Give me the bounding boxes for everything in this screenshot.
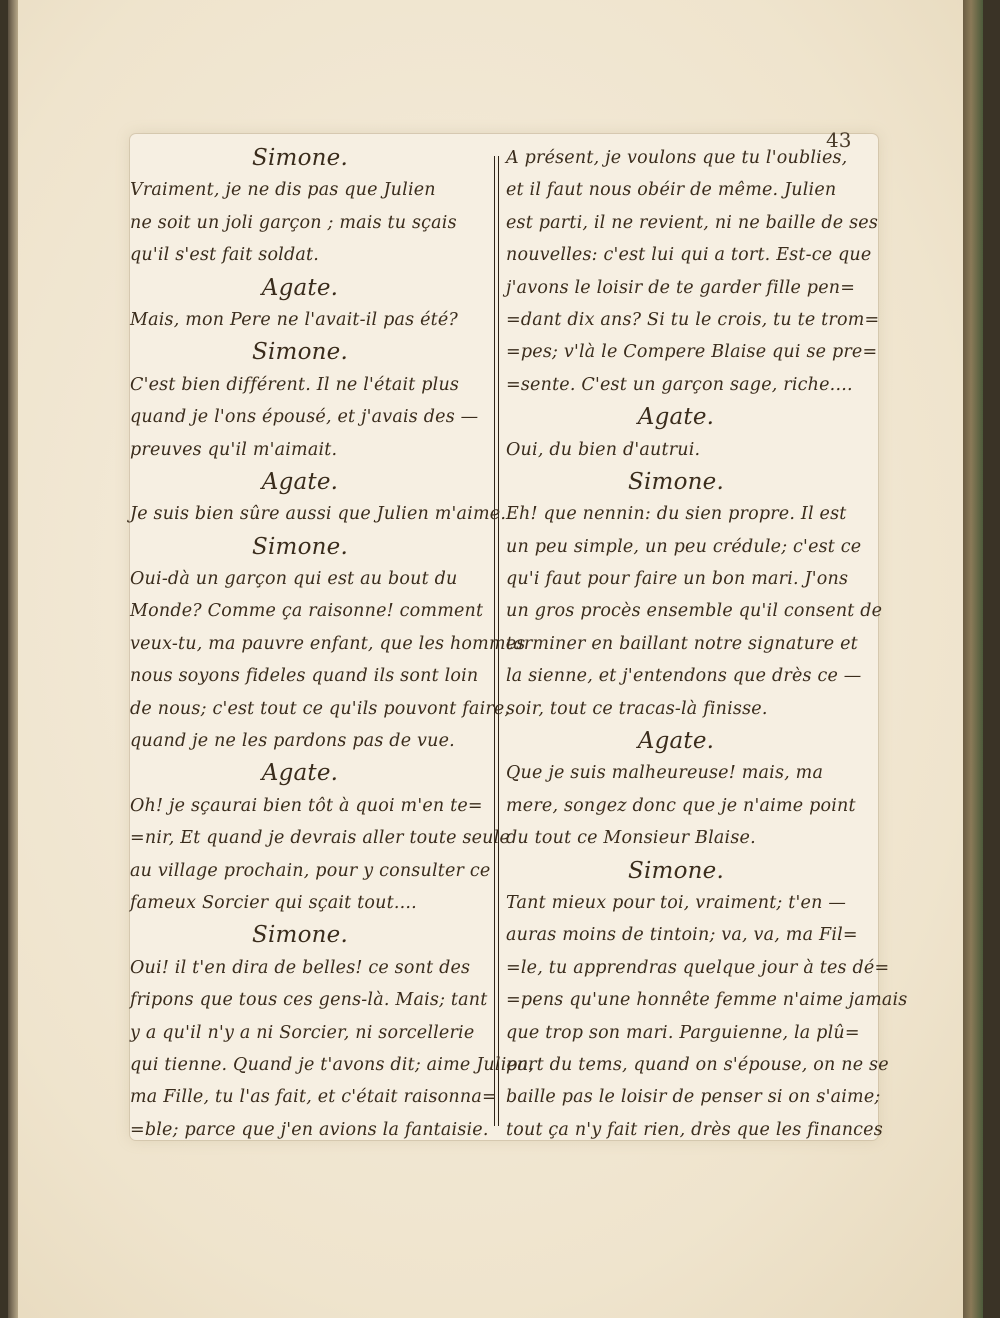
dialogue-line: ne soit un joli garçon ; mais tu sçais <box>130 212 457 233</box>
dialogue-line: baille pas le loisir de penser si on s'aime; <box>506 1087 881 1108</box>
speaker-name: Agate. <box>261 760 339 787</box>
dialogue-line: =nir, Et quand je devrais aller toute seule <box>130 828 511 849</box>
dialogue-line: fripons que tous ces gens-là. Mais; tant <box>130 990 488 1011</box>
dialogue-line: Oui, du bien d'autrui. <box>506 439 701 460</box>
dialogue-line: qui tienne. Quand je t'avons dit; aime Julien, <box>130 1054 535 1075</box>
dialogue-line: de nous; c'est tout ce qu'ils pouvont faire, <box>130 698 511 719</box>
speaker-name: Agate. <box>261 468 339 495</box>
dialogue-line: est parti, il ne revient, ni ne baille de ses <box>506 212 879 233</box>
dialogue-line: y a qu'il n'y a ni Sorcier, ni sorcellerie <box>130 1022 475 1043</box>
binding-edge <box>8 0 18 1318</box>
speaker-name: Simone. <box>252 339 348 366</box>
dialogue-line: quand je l'ons épousé, et j'avais des — <box>130 407 479 428</box>
dialogue-line: Mais, mon Pere ne l'avait-il pas été? <box>130 309 459 330</box>
speaker-name: Simone. <box>252 922 348 949</box>
dialogue-line: Je suis bien sûre aussi que Julien m'aime. <box>130 504 507 525</box>
dialogue-line: part du tems, quand on s'épouse, on ne se <box>506 1054 889 1075</box>
page-fore-edge <box>963 0 983 1318</box>
right-column <box>506 142 908 1146</box>
dialogue-line: =pens qu'une honnête femme n'aime jamais <box>506 990 908 1011</box>
dialogue-line: nouvelles: c'est lui qui a tort. Est-ce que <box>506 245 872 266</box>
dialogue-line: C'est bien différent. Il ne l'était plus <box>130 374 460 395</box>
dialogue-line: qu'i faut pour faire un bon mari. J'ons <box>506 569 849 590</box>
dialogue-line: =pes; v'là le Compere Blaise qui se pre= <box>506 342 878 363</box>
dialogue-line: un gros procès ensemble qu'il consent de <box>506 601 883 622</box>
speaker-name: Simone. <box>628 857 724 884</box>
dialogue-line: auras moins de tintoin; va, va, ma Fil= <box>506 925 858 946</box>
speaker-name: Simone. <box>252 533 348 560</box>
dialogue-line: quand je ne les pardons pas de vue. <box>130 731 455 752</box>
dialogue-line: Que je suis malheureuse! mais, ma <box>506 763 824 784</box>
dialogue-line: Tant mieux pour toi, vraiment; t'en — <box>506 892 847 913</box>
dialogue-line: =le, tu apprendras quelque jour à tes dé= <box>506 957 890 978</box>
dialogue-line: tarminer en baillant notre signature et <box>506 633 858 654</box>
dialogue-line: Vraiment, je ne dis pas que Julien <box>130 180 436 201</box>
dialogue-line: Oui-dà un garçon qui est au bout du <box>130 569 458 590</box>
speaker-name: Agate. <box>637 728 715 755</box>
speaker-name: Agate. <box>261 274 339 301</box>
dialogue-line: veux-tu, ma pauvre enfant, que les hommes <box>130 633 526 654</box>
dialogue-line: qu'il s'est fait soldat. <box>130 245 320 266</box>
dialogue-line: nous soyons fideles quand ils sont loin <box>130 666 479 687</box>
dialogue-line: la sienne, et j'entendons que drès ce — <box>506 666 862 687</box>
dialogue-line: un peu simple, un peu crédule; c'est ce <box>506 536 862 557</box>
speaker-name: Simone. <box>252 145 348 171</box>
dialogue-line: j'avons le loisir de te garder fille pen= <box>506 277 856 298</box>
dialogue-line: Eh! que nennin: du sien propre. Il est <box>506 504 847 525</box>
dialogue-line: fameux Sorcier qui sçait tout.... <box>130 892 417 913</box>
dialogue-line: tout ça n'y fait rien, drès que les finances <box>506 1119 883 1140</box>
dialogue-line: preuves qu'il m'aimait. <box>130 439 338 460</box>
dialogue-line: ma Fille, tu l'as fait, et c'était raisonna= <box>130 1087 497 1108</box>
dialogue-line: =ble; parce que j'en avions la fantaisie. <box>130 1119 489 1140</box>
dialogue-line: Oh! je sçaurai bien tôt à quoi m'en te= <box>130 795 483 816</box>
dialogue-line: Oui! il t'en dira de belles! ce sont des <box>130 957 471 978</box>
page-number: 43 <box>826 128 852 152</box>
dialogue-line: =sente. C'est un garçon sage, riche.... <box>506 374 853 395</box>
left-column <box>130 142 535 1146</box>
speaker-name: Agate. <box>637 404 715 431</box>
dialogue-line: mere, songez donc que je n'aime point <box>506 795 856 816</box>
dialogue-line: soir, tout ce tracas-là finisse. <box>506 698 768 719</box>
speaker-name: Simone. <box>628 468 724 495</box>
dialogue-line: =dant dix ans? Si tu le crois, tu te trom= <box>506 309 880 330</box>
dialogue-line: au village prochain, pour y consulter ce <box>130 860 491 881</box>
dialogue-line: que trop son mari. Parguienne, la plû= <box>506 1022 860 1043</box>
dialogue-line: Monde? Comme ça raisonne! comment <box>130 601 484 622</box>
dialogue-line: et il faut nous obéir de même. Julien <box>506 180 837 201</box>
dialogue-line: du tout ce Monsieur Blaise. <box>506 828 756 849</box>
dialogue-line: A présent, je voulons que tu l'oublies, <box>506 148 848 168</box>
